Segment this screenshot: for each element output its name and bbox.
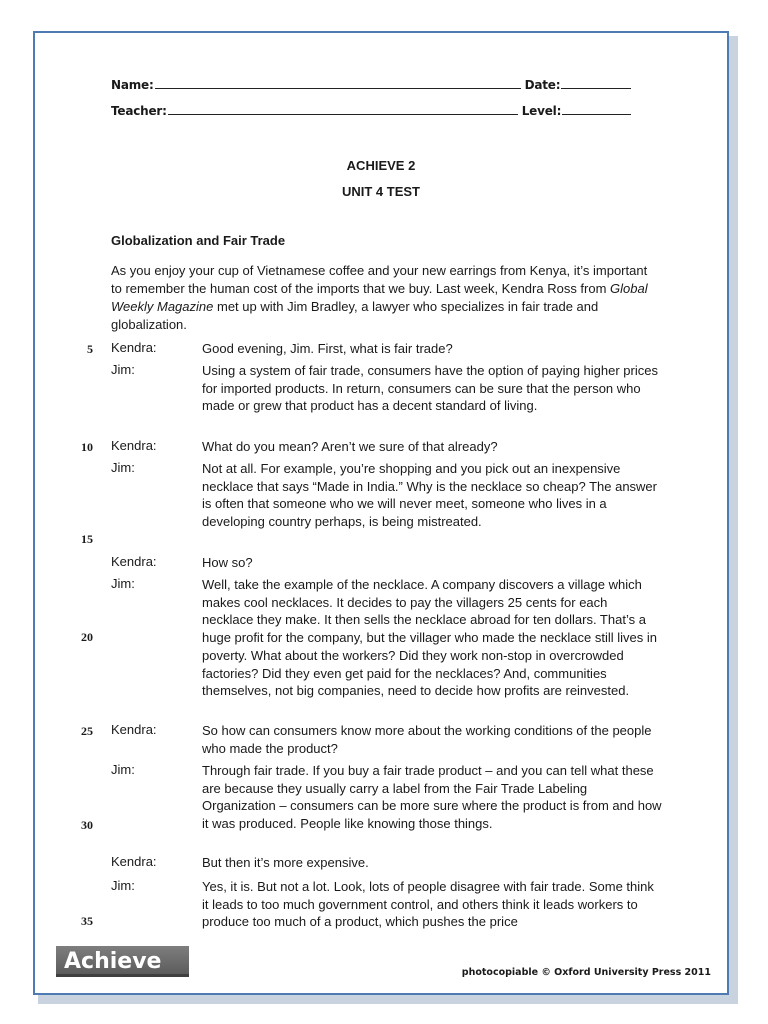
teacher-label: Teacher: [111, 104, 167, 118]
section-title: Globalization and Fair Trade [111, 233, 286, 248]
copyright-notice: photocopiable © Oxford University Press 2011 [461, 967, 711, 978]
dialogue-line: So how can consumers know more about the working conditions of the people who made the product? [202, 723, 652, 756]
speaker: Jim: [111, 762, 135, 777]
level-label: Level: [521, 104, 562, 118]
dialogue-line: How so? [202, 555, 253, 570]
dialogue-line: Not at all. For example, you’re shopping and you pick out an inexpensive necklace that says “Made in India.” Why is the necklace so cheap? The answer is often that someone who we will never meet, someone who lives in a developing country perhaps, is being mistreated. [202, 461, 657, 530]
dialogue-line: Through fair trade. If you buy a fair trade product – and you can tell what these are because they usually carry a label from the Fair Trade Labeling Organization – consumers can be more sure where the product is from and how it was produced. People like knowing those things. [202, 763, 662, 832]
speaker: Jim: [111, 362, 135, 377]
speaker: Kendra: [111, 340, 157, 355]
page-title: ACHIEVE 2 [346, 158, 416, 173]
level-blank[interactable] [562, 104, 631, 115]
page-subtitle: UNIT 4 TEST [341, 184, 420, 199]
speaker: Jim: [111, 576, 135, 591]
speaker: Jim: [111, 878, 135, 893]
name-label: Name: [111, 78, 154, 92]
dialogue-line: Using a system of fair trade, consumers have the option of paying higher prices for imported products. In return, consumers can be sure that the person who made or grew that product has a decent standard of living. [202, 363, 658, 414]
achieve-logo: Achieve [56, 946, 189, 977]
worksheet-page [33, 31, 729, 995]
intro-text-2: met up with Jim Bradley, a lawyer who specializes in fair trade and globalization. [111, 299, 599, 332]
line-number: 35 [81, 914, 93, 928]
magazine-name: Global Weekly Magazine [111, 281, 648, 314]
date-label: Date: [524, 78, 561, 92]
intro-text-1: As you enjoy your cup of Vietnamese coffee and your new earrings from Kenya, it’s important to remember the human cost of the imports that we buy. Last week, Kendra Ross from [111, 263, 648, 296]
dialogue-line: Well, take the example of the necklace. A company discovers a village which makes cool necklaces. It decides to pay the villagers 25 cents for each necklace they make. It then sells the necklace abroad for ten dollars. That’s a huge profit for the company, but the villager who made the necklace still lives in poverty. What about the workers? Did they work non-stop in overcrowded factories? Did they even get paid for the necklaces? And, communities themselves, not big companies, need to decide how profits are reinvested. [202, 577, 657, 699]
dialogue-line: Good evening, Jim. First, what is fair trade? [202, 341, 453, 356]
line-number: 20 [81, 630, 93, 644]
line-number: 25 [81, 724, 93, 738]
dialogue-line: Yes, it is. But not a lot. Look, lots of people disagree with fair trade. Some think it leads to too much government control, and others think it leads workers to produce too much of a product, which pushes the price [202, 879, 654, 930]
date-blank[interactable] [561, 78, 631, 89]
line-number: 15 [81, 532, 93, 546]
name-blank[interactable] [155, 78, 521, 89]
speaker: Kendra: [111, 438, 157, 453]
speaker: Kendra: [111, 854, 157, 869]
speaker: Jim: [111, 460, 135, 475]
speaker: Kendra: [111, 554, 157, 569]
teacher-level-line [111, 104, 631, 118]
name-date-line [111, 78, 631, 92]
dialogue-line: But then it’s more expensive. [202, 855, 369, 870]
speaker: Kendra: [111, 722, 157, 737]
line-number: 5 [87, 342, 93, 356]
line-number: 30 [81, 818, 93, 832]
dialogue-line: What do you mean? Aren’t we sure of that already? [202, 439, 498, 454]
line-number: 10 [81, 440, 93, 454]
teacher-blank[interactable] [168, 104, 518, 115]
intro-paragraph [111, 262, 659, 334]
